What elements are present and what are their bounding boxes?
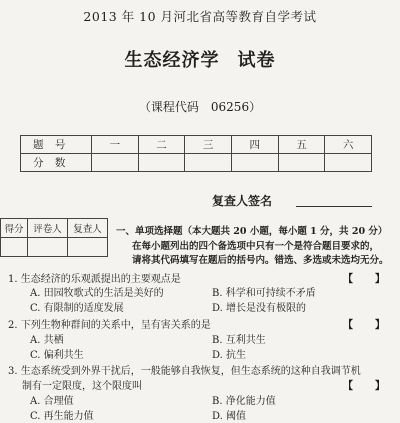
option: A. 田园牧歌式的生活是美好的: [30, 288, 164, 299]
score-table-col: 三: [185, 136, 232, 154]
score-cell: [325, 154, 372, 172]
option: C. 再生能力值: [30, 411, 94, 422]
title-suffix: 试卷: [237, 50, 276, 71]
option: D. 阈值: [212, 411, 247, 422]
score-cell: [92, 154, 139, 172]
grader-table-cell: [1, 238, 28, 257]
option: B. 科学和可持续不矛盾: [212, 288, 316, 299]
question-stem: 2. 下列生物种群间的关系中，呈有害关系的是: [8, 320, 211, 331]
score-cell: [231, 154, 278, 172]
grader-table: [0, 218, 108, 257]
reviewer-signature-label: 复查人签名: [212, 194, 273, 208]
score-table-col: 四: [231, 136, 278, 154]
score-cell: [138, 154, 185, 172]
section-one-instruction: 在每小题列出的四个备选项中只有一个是符合题目要求的，: [132, 241, 380, 252]
question-stem: 3. 生态系统受到外界干扰后，一般能够自我恢复，但生态系统的这种自我调节机: [8, 366, 361, 377]
grader-table-blank: [1, 238, 108, 257]
grader-table-cell: 评卷人: [28, 219, 68, 238]
score-table-col: 二: [138, 136, 185, 154]
score-table-col: 五: [278, 136, 325, 154]
option: A. 合理值: [30, 396, 74, 407]
score-table-label: 分 数: [21, 154, 92, 172]
score-cell: [278, 154, 325, 172]
exam-header: 2013 年 10 月河北省高等教育自学考试: [83, 9, 317, 24]
score-table-label: 题 号: [21, 136, 92, 154]
option: C. 偏利共生: [30, 350, 84, 361]
option: D. 增长是没有极限的: [212, 303, 307, 314]
reviewer-signature-line: [296, 206, 372, 207]
score-table-row-numbers: [21, 136, 372, 154]
question-stem: 1. 生态经济的乐观派提出的主要观点是: [8, 274, 181, 285]
answer-bracket: 【 】: [343, 274, 385, 285]
option: D. 抗生: [212, 350, 247, 361]
section-one-instruction: 请将其代码填写在题后的括号内。错选、多选或未选均无分。: [132, 255, 389, 266]
score-table: [20, 135, 372, 172]
option: B. 互利共生: [212, 335, 266, 346]
answer-bracket: 【 】: [343, 381, 385, 392]
exam-title: [0, 46, 400, 72]
grader-table-cell: [68, 238, 108, 257]
grader-table-cell: 复查人: [68, 219, 108, 238]
answer-bracket: 【 】: [343, 320, 385, 331]
score-table-col: 六: [325, 136, 372, 154]
grader-table-cell: 得分: [1, 219, 28, 238]
course-code: （课程代码 06256）: [138, 100, 262, 114]
grader-table-header: [1, 219, 108, 238]
score-cell: [185, 154, 232, 172]
option: B. 净化能力值: [212, 396, 276, 407]
option: C. 有限制的适度发展: [30, 303, 124, 314]
score-table-row-scores: [21, 154, 372, 172]
score-table-col: 一: [92, 136, 139, 154]
section-one-heading: 一、单项选择题（本大题共 20 小题，每小题 1 分，共 20 分）: [116, 226, 388, 237]
option: A. 共栖: [30, 335, 64, 346]
question-stem-continued: 制有一定限度，这个限度叫: [22, 381, 142, 392]
grader-table-cell: [28, 238, 68, 257]
title-main: 生态经济学: [124, 50, 220, 71]
